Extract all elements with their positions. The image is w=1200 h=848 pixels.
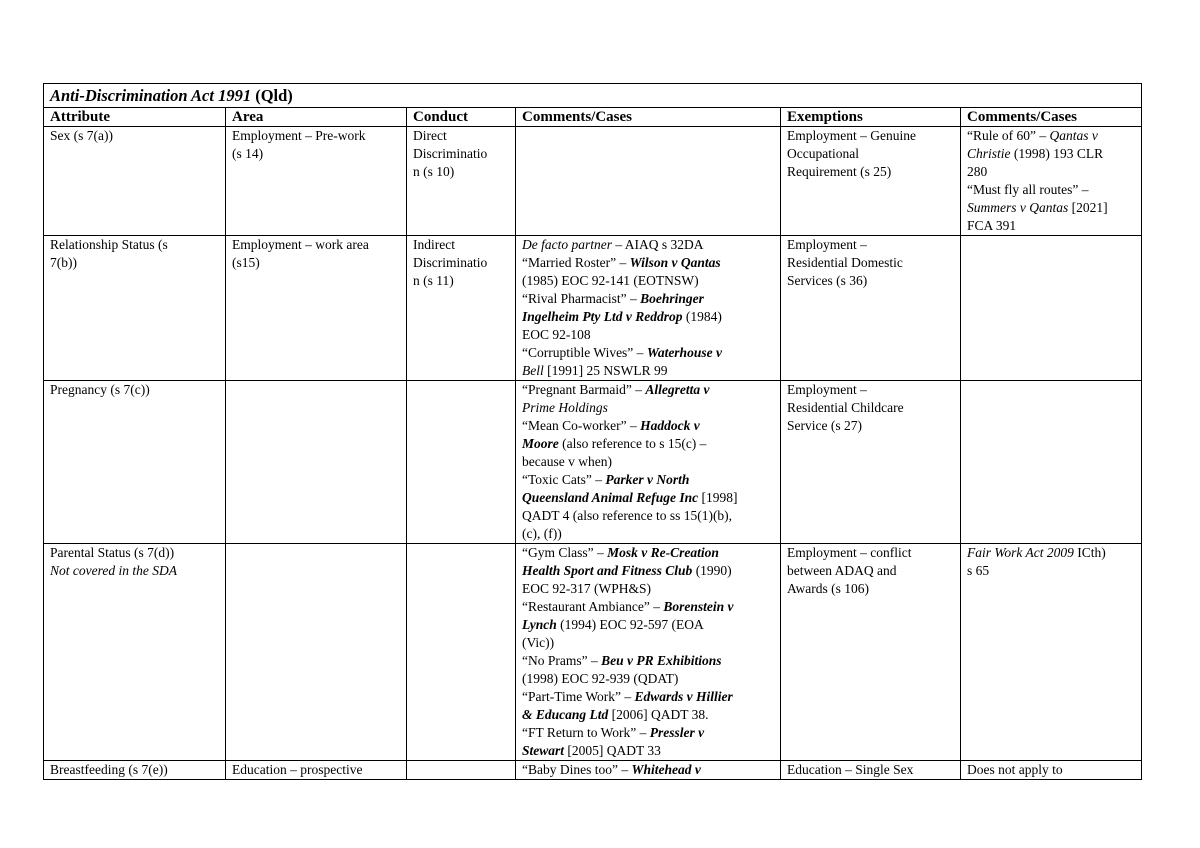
cell-attribute [44,127,226,236]
citation-line [522,544,774,562]
citation-line [522,507,774,525]
cell-exemptions [781,127,961,236]
table-row [44,544,1142,761]
citation-text: 280 [967,164,988,179]
citation-line [967,217,1135,235]
citation-line [522,706,774,724]
cell-exemptions [781,761,961,780]
cell-line: Education – Single Sex [787,762,914,777]
cell-comments-cases [516,761,781,780]
case-name: Whitehead v [631,762,701,777]
cell-attribute [44,381,226,544]
citation-line [522,525,774,543]
cell-comments-cases [516,544,781,761]
citation-text: “Part-Time Work” – [522,689,635,704]
citation-text: QADT 4 (also reference to ss 15(1)(b), [522,508,733,523]
citation-text: ICth) [1073,545,1106,560]
cell-conduct [407,761,516,780]
citation-text: “FT Return to Work” – [522,725,650,740]
column-header-exemption-comments-cases: Comments/Cases [961,108,1142,127]
table-header-row [44,108,1142,127]
citation-line [522,688,774,706]
citation-line [967,181,1135,199]
citation-text: Does not apply to [967,762,1063,777]
case-name: Health Sport and Fitness Club [522,563,693,578]
citation-text: (1984) [682,309,722,324]
citation-text: (1985) EOC 92-141 (EOTNSW) [522,273,699,288]
citation-text: FCA 391 [967,218,1017,233]
legislation-table [43,83,1142,780]
citation-line [522,724,774,742]
cell-line: Sex (s 7(a)) [50,128,113,143]
cell-line: Residential Domestic [787,255,903,270]
cell-exemptions [781,544,961,761]
table-title [44,84,1142,108]
case-name: Boehringer [640,291,704,306]
citation-line [522,326,774,344]
citation-line [522,471,774,489]
cell-line: Employment – [787,382,867,397]
citation-text: “Toxic Cats” – [522,472,606,487]
case-name: Stewart [522,743,565,758]
citation-text: [1991] 25 NSWLR 99 [543,363,668,378]
citation-line [522,580,774,598]
citation-text: (1994) EOC 92-597 (EOA [556,617,704,632]
citation-line [522,453,774,471]
case-name: & Educang Ltd [522,707,609,722]
citation-line [522,236,774,254]
citation-line [522,634,774,652]
cell-attribute [44,761,226,780]
case-name: Borenstein v [663,599,734,614]
cell-exemption-comments [961,127,1142,236]
citation-line [967,761,1135,779]
column-header-exemptions: Exemptions [781,108,961,127]
case-name: Pressler v [649,725,705,740]
cell-attribute [44,544,226,761]
cell-exemption-comments [961,761,1142,780]
cell-exemptions [781,236,961,381]
cell-attribute [44,236,226,381]
cell-line: Occupational [787,146,859,161]
case-name: Mosk v Re-Creation [607,545,719,560]
cell-area [226,236,407,381]
cell-exemption-comments [961,544,1142,761]
citation-text: (Vic)) [522,635,555,650]
table-row [44,761,1142,780]
citation-text: “Restaurant Ambiance” – [522,599,664,614]
cell-conduct [407,236,516,381]
citation-line [967,145,1135,163]
citation-line [522,670,774,688]
cell-area [226,544,407,761]
citation-text: “Gym Class” – [522,545,608,560]
cell-line: between ADAQ and [787,563,897,578]
citation-line [522,290,774,308]
cell-comments-cases [516,236,781,381]
case-name: Lynch [522,617,557,632]
cell-area [226,381,407,544]
cell-line: (s15) [232,255,260,270]
citation-text: EOC 92-108 [522,327,591,342]
citation-line [522,435,774,453]
citation-text: “Baby Dines too” – [522,762,632,777]
citation-text: s 65 [967,563,990,578]
citation-text: “Rival Pharmacist” – [522,291,641,306]
citation-text: (1998) 193 CLR [1010,146,1104,161]
citation-text: (c), (f)) [522,526,562,541]
citation-text: (also reference to s 15(c) – [558,436,707,451]
cell-exemptions [781,381,961,544]
cell-line: (s 14) [232,146,264,161]
citation-line [522,616,774,634]
citation-line [522,417,774,435]
table-title-row [44,84,1142,108]
cell-line: Parental Status (s 7(d)) [50,545,175,560]
case-name: Fair Work Act 2009 [967,545,1074,560]
case-name: Edwards v Hillier [634,689,733,704]
cell-line: Awards (s 106) [787,581,869,596]
column-header-attribute: Attribute [44,108,226,127]
citation-text: “Rule of 60” – [967,128,1050,143]
case-name: Haddock v [640,418,700,433]
citation-text: “Pregnant Barmaid” – [522,382,646,397]
citation-line [522,598,774,616]
citation-text: – AIAQ s 32DA [612,237,704,252]
citation-text: “No Prams” – [522,653,602,668]
citation-line [522,399,774,417]
cell-line: 7(b)) [50,255,77,270]
citation-text: [2005] QADT 33 [564,743,661,758]
column-header-area: Area [226,108,407,127]
citation-line [522,254,774,272]
act-jurisdiction: (Qld) [255,86,293,105]
cell-exemption-comments [961,236,1142,381]
citation-line [967,163,1135,181]
table-row [44,127,1142,236]
case-name: Bell [522,363,544,378]
citation-line [522,362,774,380]
cell-comments-cases [516,381,781,544]
citation-line [522,562,774,580]
cell-exemption-comments [961,381,1142,544]
cell-comments-cases [516,127,781,236]
citation-text: [2006] QADT 38. [608,707,709,722]
citation-line [967,199,1135,217]
cell-line: Indirect [413,237,455,252]
citation-line [522,489,774,507]
citation-line [522,652,774,670]
case-name: De facto partner [522,237,612,252]
case-name: Prime Holdings [522,400,608,415]
case-name: Wilson v Qantas [629,255,721,270]
citation-text: (1990) [692,563,732,578]
cell-line: Discriminatio [413,146,488,161]
cell-line: Pregnancy (s 7(c)) [50,382,150,397]
case-name: Allegretta v [645,382,710,397]
case-name: Queensland Animal Refuge Inc [522,490,699,505]
cell-area [226,761,407,780]
cell-line: n (s 10) [413,164,455,179]
cell-line: Employment – Genuine [787,128,916,143]
cell-line: Residential Childcare [787,400,904,415]
cell-line: Employment – conflict [787,545,912,560]
act-name: Anti-Discrimination Act 1991 [50,86,252,105]
citation-line [522,272,774,290]
case-name: Christie [967,146,1011,161]
cell-line: Direct [413,128,447,143]
cell-line: Services (s 36) [787,273,868,288]
cell-conduct [407,544,516,761]
citation-text: EOC 92-317 (WPH&S) [522,581,651,596]
cell-area [226,127,407,236]
attribute-note: Not covered in the SDA [50,563,177,578]
cell-line: n (s 11) [413,273,454,288]
case-name: Ingelheim Pty Ltd v Reddrop [522,309,683,324]
citation-line [522,761,774,779]
table-row [44,236,1142,381]
citation-text: “Mean Co-worker” – [522,418,641,433]
case-name: Qantas v [1049,128,1098,143]
cell-line: Relationship Status (s [50,237,168,252]
cell-line: Service (s 27) [787,418,862,433]
cell-conduct [407,381,516,544]
case-name: Waterhouse v [646,345,722,360]
cell-line: Employment – Pre-work [232,128,366,143]
citation-line [522,344,774,362]
citation-text: [2021] [1068,200,1108,215]
column-header-conduct: Conduct [407,108,516,127]
cell-conduct [407,127,516,236]
cell-line: Education – prospective [232,762,363,777]
citation-line [967,127,1135,145]
cell-line: Employment – work area [232,237,369,252]
citation-text: because v when) [522,454,612,469]
case-name: Parker v North [605,472,690,487]
citation-text: (1998) EOC 92-939 (QDAT) [522,671,679,686]
citation-text: “Married Roster” – [522,255,630,270]
column-header-comments-cases: Comments/Cases [516,108,781,127]
cell-line: Discriminatio [413,255,488,270]
cell-line: Employment – [787,237,867,252]
cell-line: Requirement (s 25) [787,164,892,179]
citation-line [522,308,774,326]
case-name: Moore [522,436,559,451]
case-name: Summers v Qantas [967,200,1069,215]
citation-text: [1998] [698,490,738,505]
cell-line: Breastfeeding (s 7(e)) [50,762,168,777]
citation-text: “Corruptible Wives” – [522,345,647,360]
case-name: Beu v PR Exhibitions [601,653,722,668]
citation-text: “Must fly all routes” – [967,182,1089,197]
table-row [44,381,1142,544]
citation-line [967,562,1135,580]
citation-line [522,381,774,399]
citation-line [967,544,1135,562]
citation-line [522,742,774,760]
